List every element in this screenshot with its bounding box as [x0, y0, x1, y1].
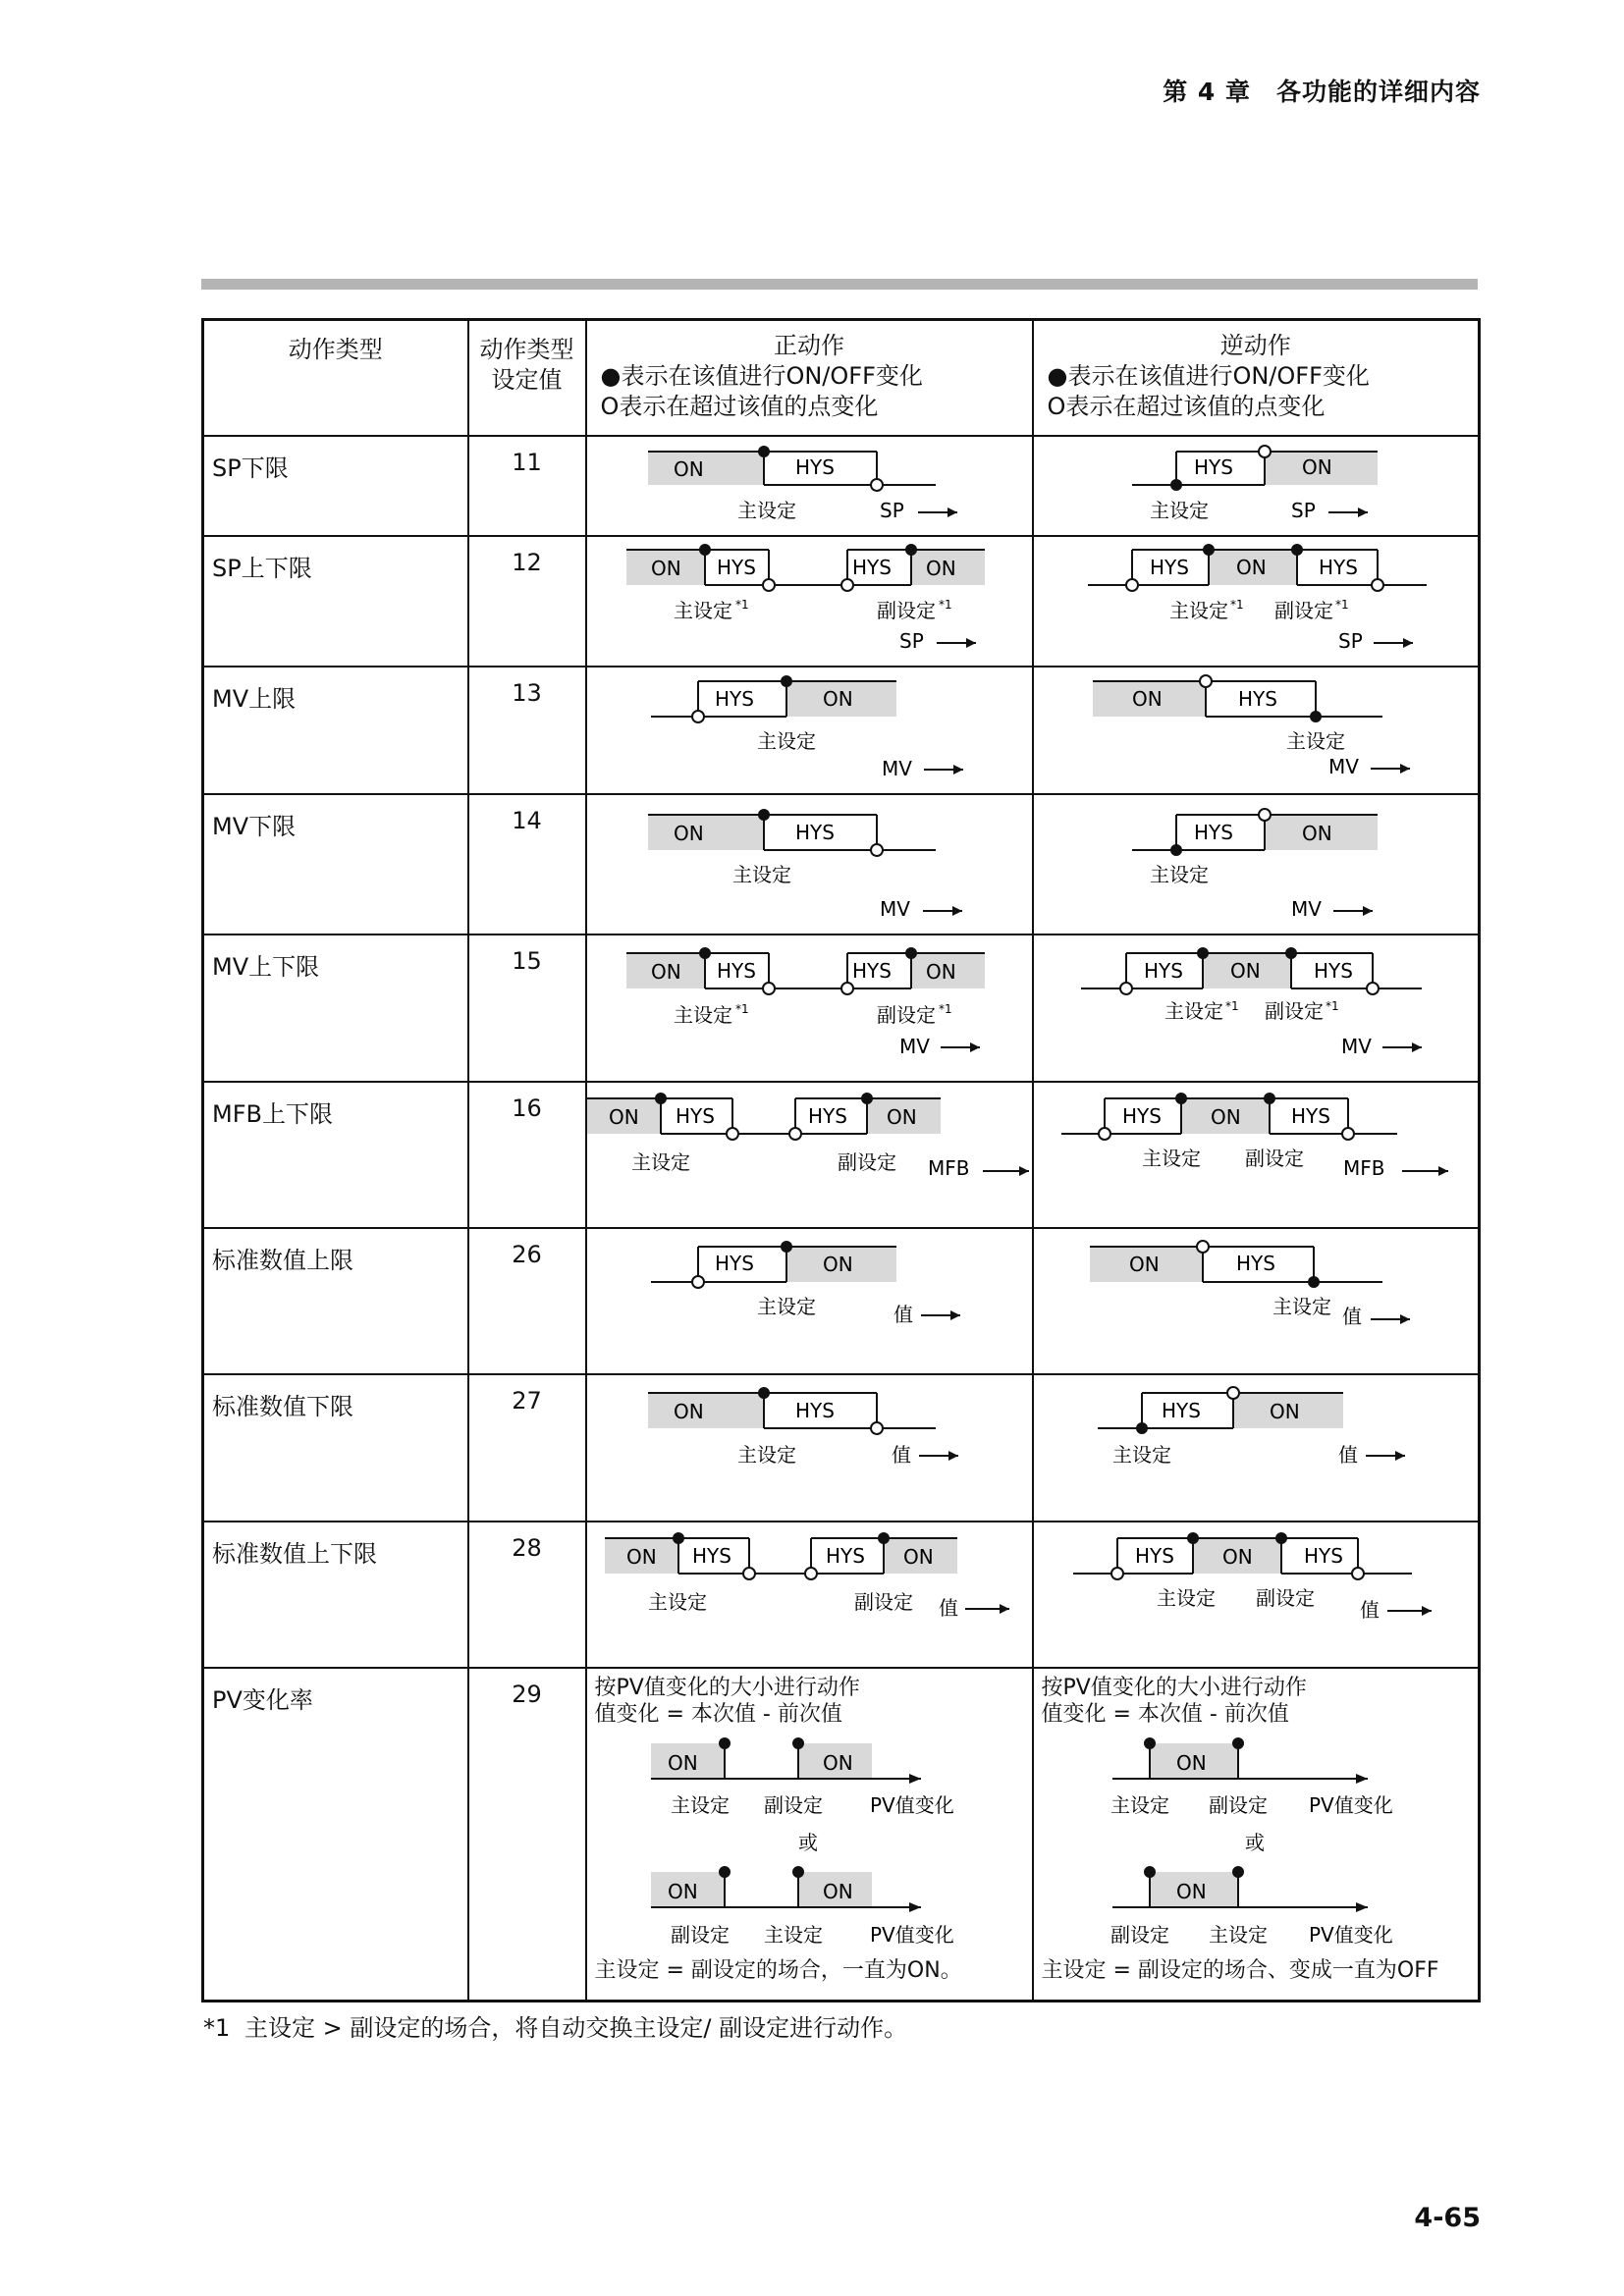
- mv-low-direct-diagram: [587, 795, 1034, 934]
- svg-text:MV: MV: [1327, 754, 1359, 778]
- action-type-code: 14: [468, 794, 586, 934]
- svg-text:PV值变化: PV值变化: [1308, 1922, 1393, 1947]
- header-reverse-action: [1033, 320, 1480, 436]
- svg-text:ON: ON: [673, 456, 704, 481]
- svg-text:ON: ON: [1229, 958, 1261, 983]
- svg-text:副设定: 副设定: [876, 1002, 936, 1027]
- svg-text:主设定: 主设定: [1272, 1294, 1331, 1318]
- chapter-header: 第 4 章 各功能的详细内容: [1163, 78, 1481, 106]
- svg-text:值: 值: [893, 1302, 913, 1326]
- svg-text:主设定: 主设定: [673, 1002, 732, 1027]
- svg-text:*1: *1: [1224, 998, 1239, 1013]
- svg-text:ON: ON: [822, 1750, 853, 1775]
- svg-text:主设定: 主设定: [1164, 998, 1223, 1023]
- svg-text:PV值变化: PV值变化: [869, 1922, 954, 1947]
- svg-text:*1: *1: [1325, 998, 1339, 1013]
- mv-low-reverse-diagram: [1034, 795, 1481, 934]
- header-code-line2: 设定值: [491, 366, 563, 394]
- svg-text:HYS: HYS: [1143, 958, 1183, 983]
- mv-high-direct-diagram: [587, 667, 1034, 793]
- svg-text:ON: ON: [1301, 454, 1332, 479]
- svg-text:值: 值: [891, 1442, 911, 1467]
- page-number: 4-65: [1414, 2203, 1481, 2233]
- svg-text:主设定: 主设定: [736, 498, 796, 522]
- direct-diagram: [586, 436, 1033, 536]
- svg-text:HYS: HYS: [1290, 1103, 1330, 1128]
- svg-text:SP: SP: [898, 628, 924, 653]
- action-type-name: MFB上下限: [203, 1082, 468, 1228]
- svg-text:主设定: 主设定: [1208, 1922, 1268, 1947]
- svg-text:MV: MV: [1340, 1034, 1372, 1058]
- action-type-name: MV上下限: [203, 934, 468, 1082]
- table-row: [203, 1228, 1480, 1374]
- svg-text:HYS: HYS: [716, 555, 756, 579]
- svg-text:ON: ON: [902, 1544, 934, 1569]
- svg-text:*1: *1: [734, 597, 749, 612]
- svg-text:ON: ON: [1269, 1399, 1300, 1423]
- reverse-diagram: [1033, 436, 1480, 536]
- svg-text:副设定: 副设定: [837, 1149, 896, 1174]
- mfb-band-reverse-diagram: [1034, 1083, 1481, 1227]
- svg-text:主设定: 主设定: [731, 862, 791, 886]
- svg-text:主设定: 主设定: [763, 1922, 823, 1947]
- svg-text:HYS: HYS: [851, 555, 892, 579]
- mv-band-reverse-diagram: [1034, 935, 1481, 1081]
- svg-text:ON: ON: [650, 959, 681, 984]
- action-type-name: 标准数值上下限: [203, 1522, 468, 1668]
- direct-diagram: [586, 1228, 1033, 1374]
- svg-text:主设定: 主设定: [673, 598, 732, 622]
- reverse-diagram: [1033, 794, 1480, 934]
- svg-text:ON: ON: [1128, 1252, 1160, 1276]
- direct-diagram: [586, 794, 1033, 934]
- svg-text:ON: ON: [1221, 1544, 1253, 1569]
- footnote-mark: *1: [203, 2014, 231, 2042]
- svg-text:ON: ON: [673, 821, 704, 845]
- svg-text:主设定: 主设定: [1168, 598, 1228, 622]
- mv-high-reverse-diagram: [1034, 667, 1481, 793]
- action-type-table: [201, 318, 1481, 2002]
- svg-text:MFB: MFB: [927, 1155, 969, 1180]
- action-type-name: PV变化率: [203, 1668, 468, 2002]
- svg-text:ON: ON: [1131, 686, 1163, 711]
- action-type-code: 28: [468, 1522, 586, 1668]
- legend-filled-dot-2: ●表示在该值进行ON/OFF变化: [1047, 362, 1370, 390]
- svg-text:主设定: 主设定: [1141, 1146, 1201, 1170]
- svg-text:SP: SP: [1290, 498, 1316, 522]
- action-type-code: 16: [468, 1082, 586, 1228]
- table-header-row: [203, 320, 1480, 436]
- sp-low-reverse-diagram: [1034, 437, 1481, 535]
- svg-text:MV: MV: [1290, 896, 1322, 921]
- action-type-code: 29: [468, 1668, 586, 2002]
- svg-text:HYS: HYS: [1161, 1398, 1201, 1422]
- svg-text:HYS: HYS: [1134, 1543, 1174, 1568]
- svg-text:值: 值: [938, 1595, 958, 1620]
- action-type-name: SP下限: [203, 436, 468, 536]
- action-type-code: 11: [468, 436, 586, 536]
- svg-text:HYS: HYS: [714, 1251, 754, 1275]
- reverse-diagram: [1033, 1374, 1480, 1522]
- svg-text:副设定: 副设定: [670, 1922, 730, 1947]
- action-type-code: 15: [468, 934, 586, 1082]
- svg-text:HYS: HYS: [794, 820, 835, 844]
- mv-band-direct-diagram: [587, 935, 1034, 1081]
- svg-text:ON: ON: [667, 1879, 698, 1903]
- sp-band-direct-diagram: [587, 537, 1034, 666]
- table-row: [203, 1374, 1480, 1522]
- legend-open-dot-2: O表示在超过该值的点变化: [1047, 393, 1326, 420]
- svg-text:副设定: 副设定: [1273, 598, 1333, 622]
- svg-text:主设定: 主设定: [756, 728, 816, 753]
- svg-text:ON: ON: [1175, 1750, 1207, 1775]
- svg-text:副设定: 副设定: [1244, 1146, 1304, 1170]
- svg-text:主设定: 主设定: [1111, 1442, 1171, 1467]
- svg-text:ON: ON: [608, 1104, 639, 1129]
- pv-sub-label: 副设定: [763, 1792, 823, 1817]
- legend-filled-dot: ●表示在该值进行ON/OFF变化: [600, 362, 923, 390]
- pv-reverse-footer: 主设定 = 副设定的场合、变成一直为OFF: [1041, 1957, 1439, 1983]
- svg-text:副设定: 副设定: [1255, 1585, 1315, 1610]
- reverse-diagram: [1033, 536, 1480, 667]
- svg-text:*1: *1: [1229, 597, 1244, 612]
- svg-text:主设定: 主设定: [736, 1442, 796, 1467]
- svg-text:ON: ON: [822, 686, 853, 711]
- svg-text:主设定: 主设定: [756, 1294, 816, 1318]
- svg-text:ON: ON: [822, 1252, 853, 1276]
- svg-text:HYS: HYS: [714, 686, 754, 711]
- pv-direct-footer: 主设定 = 副设定的场合，一直为ON。: [594, 1957, 962, 1983]
- svg-text:HYS: HYS: [825, 1543, 865, 1568]
- svg-text:PV值变化: PV值变化: [1308, 1792, 1393, 1817]
- svg-text:HYS: HYS: [1313, 958, 1353, 983]
- svg-text:主设定: 主设定: [630, 1149, 690, 1174]
- sp-band-reverse-diagram: [1034, 537, 1481, 666]
- or-label: 或: [797, 1830, 818, 1854]
- pv-rate-desc-1: 按PV值变化的大小进行动作: [594, 1675, 860, 1700]
- table-row: [203, 667, 1480, 794]
- svg-text:HYS: HYS: [1121, 1103, 1162, 1128]
- direct-diagram: [586, 1082, 1033, 1228]
- svg-text:副设定: 副设定: [876, 598, 936, 622]
- direct-diagram: [586, 1522, 1033, 1668]
- std-band-reverse-diagram: [1034, 1522, 1481, 1667]
- std-high-direct-diagram: [587, 1229, 1034, 1373]
- pv-rate-desc-2: 值变化 = 本次值 - 前次值: [594, 1701, 842, 1727]
- action-type-code: 12: [468, 536, 586, 667]
- svg-text:HYS: HYS: [807, 1103, 847, 1128]
- pv-rate-desc-1-rev: 按PV值变化的大小进行动作: [1041, 1675, 1307, 1700]
- mfb-band-direct-diagram: [587, 1083, 1034, 1227]
- svg-text:副设定: 副设定: [853, 1589, 913, 1614]
- svg-text:*1: *1: [938, 1001, 952, 1016]
- svg-text:HYS: HYS: [1193, 820, 1233, 844]
- svg-text:MFB: MFB: [1342, 1155, 1384, 1180]
- sp-low-direct-diagram: [587, 437, 1034, 535]
- pv-rate-direct-diagram: [587, 1728, 1034, 1953]
- svg-text:ON: ON: [886, 1104, 917, 1129]
- svg-text:主设定: 主设定: [1156, 1585, 1216, 1610]
- table-row: [203, 1668, 1480, 2002]
- svg-text:ON: ON: [673, 1399, 704, 1423]
- svg-text:HYS: HYS: [1303, 1543, 1343, 1568]
- svg-text:ON: ON: [822, 1879, 853, 1903]
- svg-text:主设定: 主设定: [1110, 1792, 1169, 1817]
- section-rule: [201, 279, 1478, 290]
- reverse-diagram: [1033, 1228, 1480, 1374]
- pv-rate-desc-2-rev: 值变化 = 本次值 - 前次值: [1041, 1701, 1289, 1727]
- svg-text:ON: ON: [925, 556, 956, 580]
- direct-diagram: [586, 667, 1033, 794]
- svg-text:HYS: HYS: [1318, 555, 1358, 579]
- svg-text:HYS: HYS: [691, 1543, 731, 1568]
- svg-text:主设定: 主设定: [1285, 728, 1345, 753]
- svg-text:ON: ON: [1175, 1879, 1207, 1903]
- svg-text:ON: ON: [625, 1544, 657, 1569]
- svg-text:ON: ON: [1301, 821, 1332, 845]
- action-type-code: 26: [468, 1228, 586, 1374]
- pv-change-label: PV值变化: [869, 1792, 954, 1817]
- svg-text:SP: SP: [1337, 628, 1363, 653]
- svg-text:*1: *1: [734, 1001, 749, 1016]
- svg-text:HYS: HYS: [716, 958, 756, 983]
- svg-text:MV: MV: [881, 756, 912, 780]
- action-type-name: 标准数值下限: [203, 1374, 468, 1522]
- svg-text:*1: *1: [938, 597, 952, 612]
- table-row: [203, 1522, 1480, 1668]
- reverse-diagram: [1033, 667, 1480, 794]
- svg-text:值: 值: [1359, 1597, 1380, 1622]
- svg-text:HYS: HYS: [1149, 555, 1189, 579]
- svg-text:ON: ON: [1235, 555, 1267, 579]
- std-band-direct-diagram: [587, 1522, 1034, 1667]
- svg-text:或: 或: [1244, 1830, 1265, 1854]
- footnote-text: 主设定 > 副设定的场合，将自动交换主设定/ 副设定进行动作。: [244, 2014, 908, 2042]
- action-type-name: SP上下限: [203, 536, 468, 667]
- action-type-code: 27: [468, 1374, 586, 1522]
- svg-text:HYS: HYS: [675, 1103, 715, 1128]
- header-reverse-title: 逆动作: [1219, 332, 1291, 359]
- svg-text:副设定: 副设定: [1208, 1792, 1268, 1817]
- svg-text:ON: ON: [650, 556, 681, 580]
- table-row: [203, 794, 1480, 934]
- table-row: [203, 934, 1480, 1082]
- table-row: [203, 1082, 1480, 1228]
- header-direct-title: 正动作: [774, 332, 844, 359]
- svg-text:HYS: HYS: [794, 454, 835, 479]
- std-low-reverse-diagram: [1034, 1375, 1481, 1521]
- svg-text:HYS: HYS: [851, 958, 892, 983]
- pv-rate-reverse-diagram: [1034, 1728, 1481, 1953]
- table-row: [203, 436, 1480, 536]
- svg-text:HYS: HYS: [1235, 1251, 1275, 1275]
- header-direct-action: [586, 320, 1033, 436]
- legend-open-dot: O表示在超过该值的点变化: [600, 393, 879, 420]
- action-type-name: MV上限: [203, 667, 468, 794]
- action-type-name: 标准数值上限: [203, 1228, 468, 1374]
- action-type-code: 13: [468, 667, 586, 794]
- header-code-line1: 动作类型: [479, 336, 574, 363]
- svg-text:主设定: 主设定: [647, 1589, 707, 1614]
- svg-text:ON: ON: [1210, 1104, 1241, 1129]
- direct-diagram: [586, 1668, 1033, 2002]
- svg-text:ON: ON: [667, 1750, 698, 1775]
- svg-text:值: 值: [1337, 1442, 1358, 1467]
- direct-diagram: [586, 536, 1033, 667]
- svg-text:HYS: HYS: [794, 1398, 835, 1422]
- reverse-diagram: [1033, 1668, 1480, 2002]
- svg-text:副设定: 副设定: [1110, 1922, 1169, 1947]
- header-setting-value: [468, 320, 586, 436]
- action-type-name: MV下限: [203, 794, 468, 934]
- reverse-diagram: [1033, 934, 1480, 1082]
- svg-text:主设定: 主设定: [1149, 862, 1209, 886]
- svg-text:MV: MV: [898, 1034, 930, 1058]
- svg-text:*1: *1: [1334, 597, 1349, 612]
- header-action-type: 动作类型: [203, 320, 468, 436]
- svg-text:ON: ON: [925, 959, 956, 984]
- svg-text:副设定: 副设定: [1264, 998, 1324, 1023]
- footnote: [203, 2008, 907, 2043]
- std-high-reverse-diagram: [1034, 1229, 1481, 1373]
- svg-text:MV: MV: [879, 896, 910, 921]
- pv-main-label: 主设定: [670, 1792, 730, 1817]
- svg-text:SP: SP: [879, 498, 904, 522]
- table-row: [203, 536, 1480, 667]
- std-low-direct-diagram: [587, 1375, 1034, 1521]
- direct-diagram: [586, 1374, 1033, 1522]
- svg-text:值: 值: [1341, 1304, 1362, 1328]
- svg-text:HYS: HYS: [1193, 454, 1233, 479]
- svg-text:主设定: 主设定: [1149, 498, 1209, 522]
- svg-text:HYS: HYS: [1237, 686, 1277, 711]
- direct-diagram: [586, 934, 1033, 1082]
- reverse-diagram: [1033, 1082, 1480, 1228]
- reverse-diagram: [1033, 1522, 1480, 1668]
